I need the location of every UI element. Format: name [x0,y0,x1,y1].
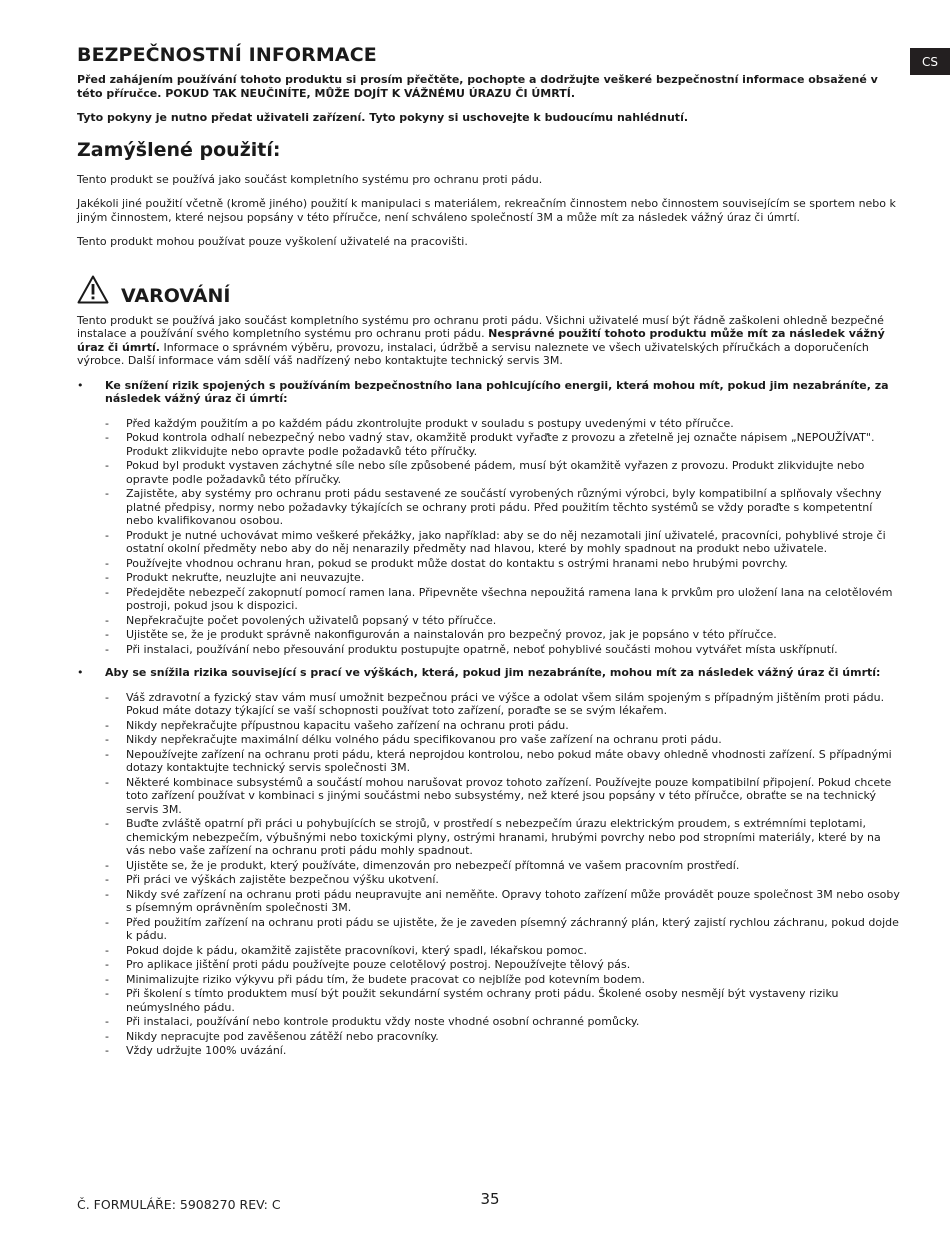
list-item: - Minimalizujte riziko výkyvu při pádu tím, že budete pracovat co nejblíže pod kotevním bodem. [105,973,903,987]
list-item: - Při práci ve výškách zajistěte bezpečnou výšku ukotvení. [105,873,903,887]
list-item: - Nikdy nepřekračujte přípustnou kapacitu vašeho zařízení na ochranu proti pádu. [105,719,903,733]
intended-use-heading: Zamýšlené použití: [77,138,281,161]
list-item: - Před použitím zařízení na ochranu proti pádu se ujistěte, že je zaveden písemný záchranný plán, který zajistí rychlou záchranu, pokud dojde k pádu. [105,916,903,943]
warning-paragraph [77,314,903,368]
list-item: - Nikdy nepřekračujte maximální délku volného pádu specifikovanou pro vaše zařízení na ochranu proti pádu. [105,733,903,747]
list-item: - Některé kombinace subsystémů a součástí mohou narušovat provoz tohoto zařízení. Používejte pouze kompatibilní připojení. Pokud chcete toto zařízení používat v kombinaci s jinými součástmi nebo subsystémy, než které jsou popsány v této příručce, obraťte se na technický servis 3M. [105,776,903,817]
list-item: - Nikdy své zařízení na ochranu proti pádu neupravujte ani neměňte. Opravy tohoto zařízení může provádět pouze společnost 3M nebo osoby s písemným oprávněním společnosti 3M. [105,888,903,915]
warning-text: Tento produkt se používá jako součást kompletního systému pro ochranu proti pádu. Všichni uživatelé musí být řádně zaškoleni ohledně bezpečné instalace a používání svého kompletního systému pro ochranu proti pádu. [77,313,884,340]
bullet-title: Ke snížení rizik spojených s používáním bezpečnostního lana pohlcujícího energii, která mohou mít, pokud jim nezabráníte, za následek vážný úraz či úmrtí: [105,378,889,405]
list-item: - Při instalaci, používání nebo přesouvání produktu postupujte opatrně, neboť pohyblivé součásti mohou vytvářet místa uskřípnutí. [105,643,903,657]
form-number: Č. FORMULÁŘE: 5908270 REV: C [77,1197,281,1212]
list-item: - Nepřekračujte počet povolených uživatelů popsaný v této příručce. [105,614,903,628]
list-item: - Pokud dojde k pádu, okamžitě zajistěte pracovníkovi, který spadl, lékařskou pomoc. [105,944,903,958]
list-item: - Produkt nekruťte, neuzlujte ani neuvazujte. [105,571,903,585]
list-item: - Při školení s tímto produktem musí být použit sekundární systém ochrany proti pádu. Školené osoby nesmějí být vystaveny riziku neúmyslného pádu. [105,987,903,1014]
intended-use-paragraph: Jakékoli jiné použití včetně (kromě jiného) použití k manipulaci s materiálem, rekreačním činnostem nebo činnostem souvisejícím se sportem nebo k jiným činnostem, které nejsou popsány v této příručce, není schváleno společností 3M a může mít za následek vážný úraz či úmrtí. [77,197,896,224]
list-item: - Nikdy nepracujte pod zavěšenou zátěží nebo pracovníky. [105,1030,903,1044]
list-item: - Pokud kontrola odhalí nebezpečný nebo vadný stav, okamžitě produkt vyřaďte z provozu a zřetelně jej označte nápisem „NEPOUŽÍVAT". Produkt zlikvidujte nebo opravte podle požadavků této příručky. [105,431,903,458]
warning-text: Informace o správném výběru, provozu, instalaci, údržbě a servisu naleznete ve všech uživatelských příručkách a doporučeních výrobce. Další informace vám sdělí váš nadřízený nebo kontaktujte technický servis 3M. [77,340,869,367]
list-item: - Pro aplikace jištění proti pádu používejte pouze celotělový postroj. Nepoužívejte tělový pás. [105,958,903,972]
list-item: - Předejděte nebezpečí zakopnutí pomocí ramen lana. Připevněte všechna nepoužitá ramena lana k prvkům pro uložení lana na celotělovém postroji, pokud jsou k dispozici. [105,586,903,613]
list-item: - Buďte zvláště opatrní při práci u pohybujících se strojů, v prostředí s nebezpečím úrazu elektrickým proudem, s extrémními teplotami, chemickým nebezpečím, výbušnými nebo toxickými plyny, ostrými hranami, hrubými povrchy nebo pod stropními materiály, které by na vás nebo vaše zařízení na ochranu proti pádu mohly spadnout. [105,817,903,858]
bullet-list [77,691,903,1058]
warning-emphasis: Nesprávné použití tohoto produktu může mít za následek vážný úraz či úmrtí. [77,327,885,354]
warning-triangle-icon [77,275,109,304]
list-item: - Ujistěte se, že je produkt, který používáte, dimenzován pro nebezpečí přítomná ve vašem pracovním prostředí. [105,859,903,873]
list-item: - Pokud byl produkt vystaven záchytné síle nebo síle způsobené pádem, musí být okamžitě vyřazen z provozu. Produkt zlikvidujte nebo opravte podle požadavků této příručky. [105,459,903,486]
list-item: - Ujistěte se, že je produkt správně nakonfigurován a nainstalován pro bezpečný provoz, jak je popsáno v této příručce. [105,628,903,642]
page-number: 35 [480,1190,500,1208]
list-item: - Při instalaci, používání nebo kontrole produktu vždy noste vhodné osobní ochranné pomůcky. [105,1015,903,1029]
list-item: - Nepoužívejte zařízení na ochranu proti pádu, která neprojdou kontrolou, nebo pokud máte obavy ohledně vhodnosti zařízení. S případnými dotazy kontaktujte technický servis společnosti 3M. [105,748,903,775]
intended-use-paragraph: Tento produkt mohou používat pouze vyškolení uživatelé na pracovišti. [77,235,468,248]
bullet-marker: • [77,666,84,679]
intended-use-paragraph: Tento produkt se používá jako součást kompletního systému pro ochranu proti pádu. [77,172,543,186]
list-item: - Produkt je nutné uchovávat mimo veškeré překážky, jako například: aby se do něj nezamotali jiní uživatelé, pracovníci, pohyblivé stroje či ostatní okolní předměty nebo aby do něj nenarazily předměty nad hlavou, které by mohly spadnout na produkt nebo uživatele. [105,529,903,556]
intro-warning: Před zahájením používání tohoto produktu si prosím přečtěte, pochopte a dodržujte veškeré bezpečnostní informace obsažené v této příručce. POKUD TAK NEUČINÍTE, MŮŽE DOJÍT K VÁŽNÉMU ÚRAZU ČI ÚMRTÍ. [77,73,878,100]
handover-note: Tyto pokyny je nutno předat uživateli zařízení. Tyto pokyny si uschovejte k budoucímu nahlédnutí. [77,111,689,124]
warning-heading: VAROVÁNÍ [121,284,231,307]
list-item: - Vždy udržujte 100% uvázání. [105,1044,903,1058]
bullet-section [77,666,903,680]
page-title: BEZPEČNOSTNÍ INFORMACE [77,44,377,66]
warning-header [77,275,903,307]
list-item: - Před každým použitím a po každém pádu zkontrolujte produkt v souladu s postupy uvedenými v této příručce. [105,417,903,431]
bullet-section [77,379,903,406]
list-item: - Používejte vhodnou ochranu hran, pokud se produkt může dostat do kontaktu s ostrými hranami nebo hrubými povrchy. [105,557,903,571]
bullet-title: Aby se snížila rizika související s prací ve výškách, která, pokud jim nezabráníte, mohou mít za následek vážný úraz či úmrtí: [105,666,881,679]
bullet-list [77,417,903,657]
page-content [77,44,903,1059]
language-tab: CS [910,48,950,75]
list-item: - Váš zdravotní a fyzický stav vám musí umožnit bezpečnou práci ve výšce a odolat všem silám spojeným s případným jištěním proti pádu. Pokud máte dotazy týkající se vaší schopnosti používat toto zařízení, poraďte se se svým lékařem. [105,691,903,718]
list-item: - Zajistěte, aby systémy pro ochranu proti pádu sestavené ze součástí vyrobených různými výrobci, byly kompatibilní a splňovaly všechny platné předpisy, normy nebo požadavky týkajících se ochrany proti pádu. Před použitím těchto systémů se vždy poraďte s kompetentní nebo kvalifikovanou osobou. [105,487,903,528]
bullet-marker: • [77,378,84,392]
